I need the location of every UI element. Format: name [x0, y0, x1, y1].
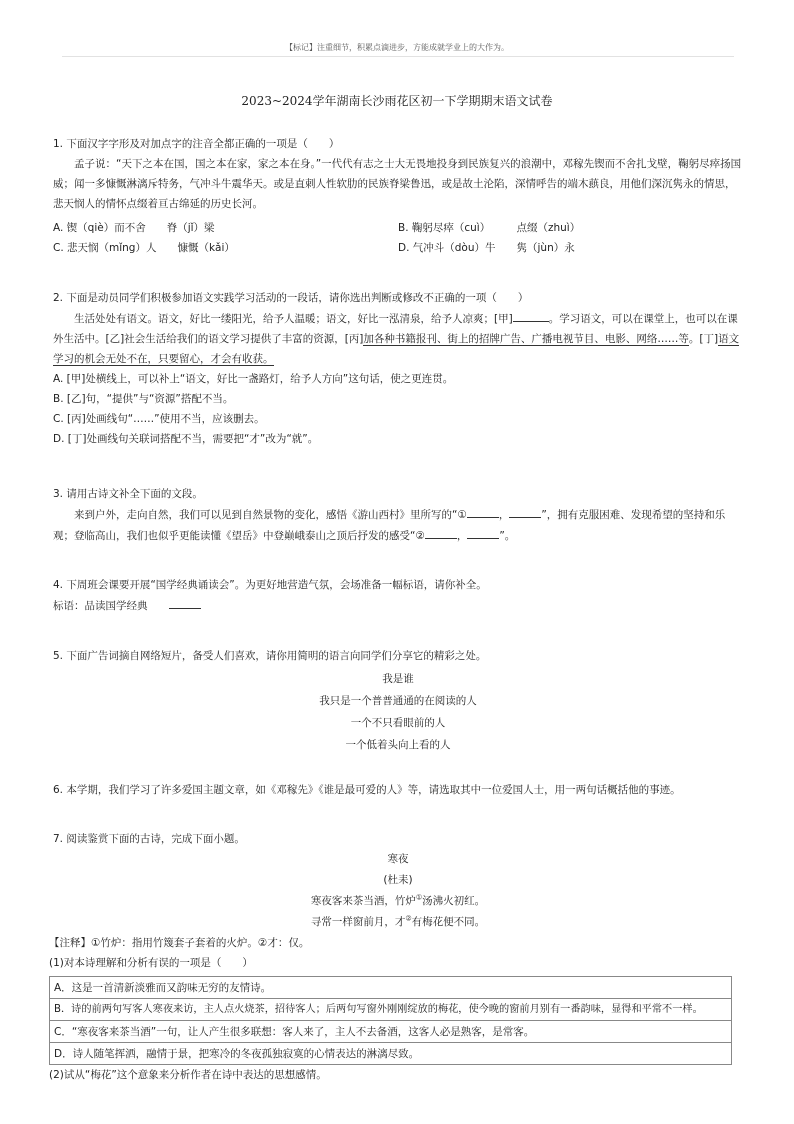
poem-line-1: 寒夜客来茶当酒，竹炉①汤沸火初红。: [310, 893, 486, 907]
q2-underline-ding: 语文学习的机会无处不在，只要留心，才会有收获。: [53, 333, 740, 365]
q2-blank-jia[interactable]: [513, 308, 549, 322]
q7-option-d: D．诗人随笔挥洒，融情于景，把寒冷的冬夜孤独寂寞的心情表达的淋漓尽致。: [50, 1043, 732, 1065]
q4-blank[interactable]: [169, 595, 201, 609]
q6-stem: 6. 本学期，我们学习了许多爱国主题文章，如《邓稼先》《谁是最可爱的人》等，请选取其中一位爱国人士，用一两句话概括他的事迹。: [53, 784, 681, 796]
q3-text-2: ”，拥有克服困难、发现希望的坚持和乐观；登临高山，我们也似乎更能读懂《望岳》中登巅峨泰山之顶后抒发的感受“②: [53, 509, 726, 542]
q4-stem: 4. 下周班会课要开展“国学经典诵读会”。为更好地营造气氛，会场准备一幅标语，请你补全。: [53, 579, 487, 591]
q5-ad-text: [53, 668, 743, 756]
q3-text-3: ”。: [499, 530, 516, 542]
q3-blank-2b[interactable]: [467, 525, 499, 539]
q5-stem: 5. 下面广告词摘自网络短片，备受人们喜欢，请你用简明的语言向同学们分享它的精彩之处。: [53, 650, 487, 662]
table-row: [50, 999, 732, 1021]
header-divider: [62, 56, 734, 57]
question-6: [53, 780, 743, 800]
q2-underline-bing: 加各种书籍报刊、街上的招牌广告、广播电视节目、电影、网络……等: [363, 333, 689, 345]
q7-stem: 7. 阅读鉴赏下面的古诗，完成下面小题。: [53, 833, 245, 845]
q1-passage: 孟子说：“天下之本在国，国之本在家，家之本在身。”一代代有志之士大无畏地投身到民族复兴的浪潮中，邓稼先锲而不舍扎戈壁，鞠躬尽瘁扬国威；闻一多慷慨淋漓斥特务，气冲斗牛震华天。或是直刺人性软肋的民族脊梁鲁迅，或是故土沦陷，深情呼告的端木蕻良，用他们深沉隽永的情思，悲天悯人的情怀点缀着亘古绵延的历史长河。: [53, 158, 742, 210]
q3-passage: [53, 504, 743, 546]
q7-option-b: B．诗的前两句写客人寒夜来访，主人点火烧茶，招待客人；后两句写窗外刚刚绽放的梅花，使今晚的窗前月别有一番韵味，显得和平常不一样。: [50, 999, 732, 1021]
table-row: [50, 1021, 732, 1043]
question-5: [53, 646, 743, 756]
q2-text-1: 生活处处有语文。语文，好比一缕阳光，给予人温暖；语文，好比一泓清泉，给予人凉爽；[甲]: [74, 313, 513, 325]
q1-option-c: C. 悲天悯（mǐng）人 慷慨（kǎi）: [53, 242, 235, 254]
q2-option-d: D. [丁]处画线句关联词搭配不当，需要把“才”改为“就”。: [53, 433, 319, 445]
q3-comma-1: ，: [498, 509, 510, 521]
q2-option-a: A. [甲]处横线上，可以补上“语文，好比一盏路灯，给予人方向”这句话，使之更连贯。: [53, 373, 454, 385]
q4-slogan-text: 标语：品读国学经典: [53, 600, 148, 612]
question-3: [53, 484, 743, 546]
q3-text-1: 来到户外，走向自然，我们可以见到自然景物的变化，感悟《游山西村》里所写的“①: [74, 509, 467, 521]
exam-title: 2023~2024学年湖南长沙雨花区初一下学期期末语文试卷: [241, 94, 553, 108]
q2-passage: [53, 308, 743, 369]
q4-slogan: [53, 595, 743, 616]
q1-option-d: D. 气冲斗（dòu）牛 隽（jùn）永: [398, 242, 575, 254]
question-1: [53, 134, 743, 214]
q3-stem: 3. 请用古诗文补全下面的文段。: [53, 488, 203, 500]
q3-blank-1b[interactable]: [509, 504, 541, 518]
q2-stem: 2. 下面是动员同学们积极参加语文实践学习活动的一段话，请你选出判断或修改不正确的一项（ ）: [53, 292, 529, 304]
q5-line: 我只是一个普普通通的在阅读的人: [319, 695, 477, 707]
q3-blank-1a[interactable]: [467, 504, 499, 518]
q7-sub1-stem: (1)对本诗理解和分析有误的一项是（ ）: [49, 957, 253, 969]
q2-option-c: C. [丙]处画线句“……”使用不当，应该删去。: [53, 413, 265, 425]
poem-notes: 【注释】①竹炉：指用竹篾套子套着的火炉。②才：仅。: [49, 937, 310, 949]
q7-option-c: C．“寒夜客来茶当酒”一句，让人产生很多联想：客人来了，主人不去备酒，这客人必是熟客，是常客。: [50, 1021, 732, 1043]
q1-option-a: A. 锲（qiè）而不舍 脊（jǐ）梁: [53, 222, 215, 234]
question-2: [53, 288, 743, 449]
q3-blank-2a[interactable]: [425, 525, 457, 539]
q1-stem: 1. 下面汉字字形及对加点字的注音全都正确的一项是（ ）: [53, 138, 340, 150]
q5-line: 一个不只看眼前的人: [350, 717, 446, 729]
question-4: [53, 575, 743, 616]
poem-author: (杜耒): [383, 874, 413, 886]
poem-title: 寒夜: [387, 853, 409, 865]
q7-options-table: [49, 976, 732, 1065]
question-7: [49, 829, 743, 1085]
q1-option-b: B. 鞠躬尽瘁（cuì） 点缀（zhuì）: [398, 222, 581, 234]
q2-text-2: 。学习语文，可以在课堂上，也可以在课外生活中。[乙]社会生活给我们的语文学习提供了丰富的资源，[丙]: [53, 313, 738, 345]
q5-line: 我是谁: [382, 673, 414, 685]
table-row: [50, 1043, 732, 1065]
q7-sub2-stem: (2)试从“梅花”这个意象来分析作者在诗中表达的思想感情。: [49, 1069, 327, 1081]
q7-option-a: A．这是一首清新淡雅而又韵味无穷的友情诗。: [50, 977, 732, 999]
q2-text-3: 。[丁]: [688, 333, 719, 345]
table-row: [50, 977, 732, 999]
q5-line: 一个低着头向上看的人: [345, 739, 451, 751]
q3-comma-2: ，: [456, 530, 468, 542]
poem-line-2: 寻常一样窗前月，才②有梅花便不同。: [310, 914, 486, 928]
header-motto: 【标记】注重细节，积累点滴进步，方能成就学业上的大作为。: [285, 43, 509, 52]
q2-option-b: B. [乙]句，“提供”与“资源”搭配不当。: [53, 393, 234, 405]
